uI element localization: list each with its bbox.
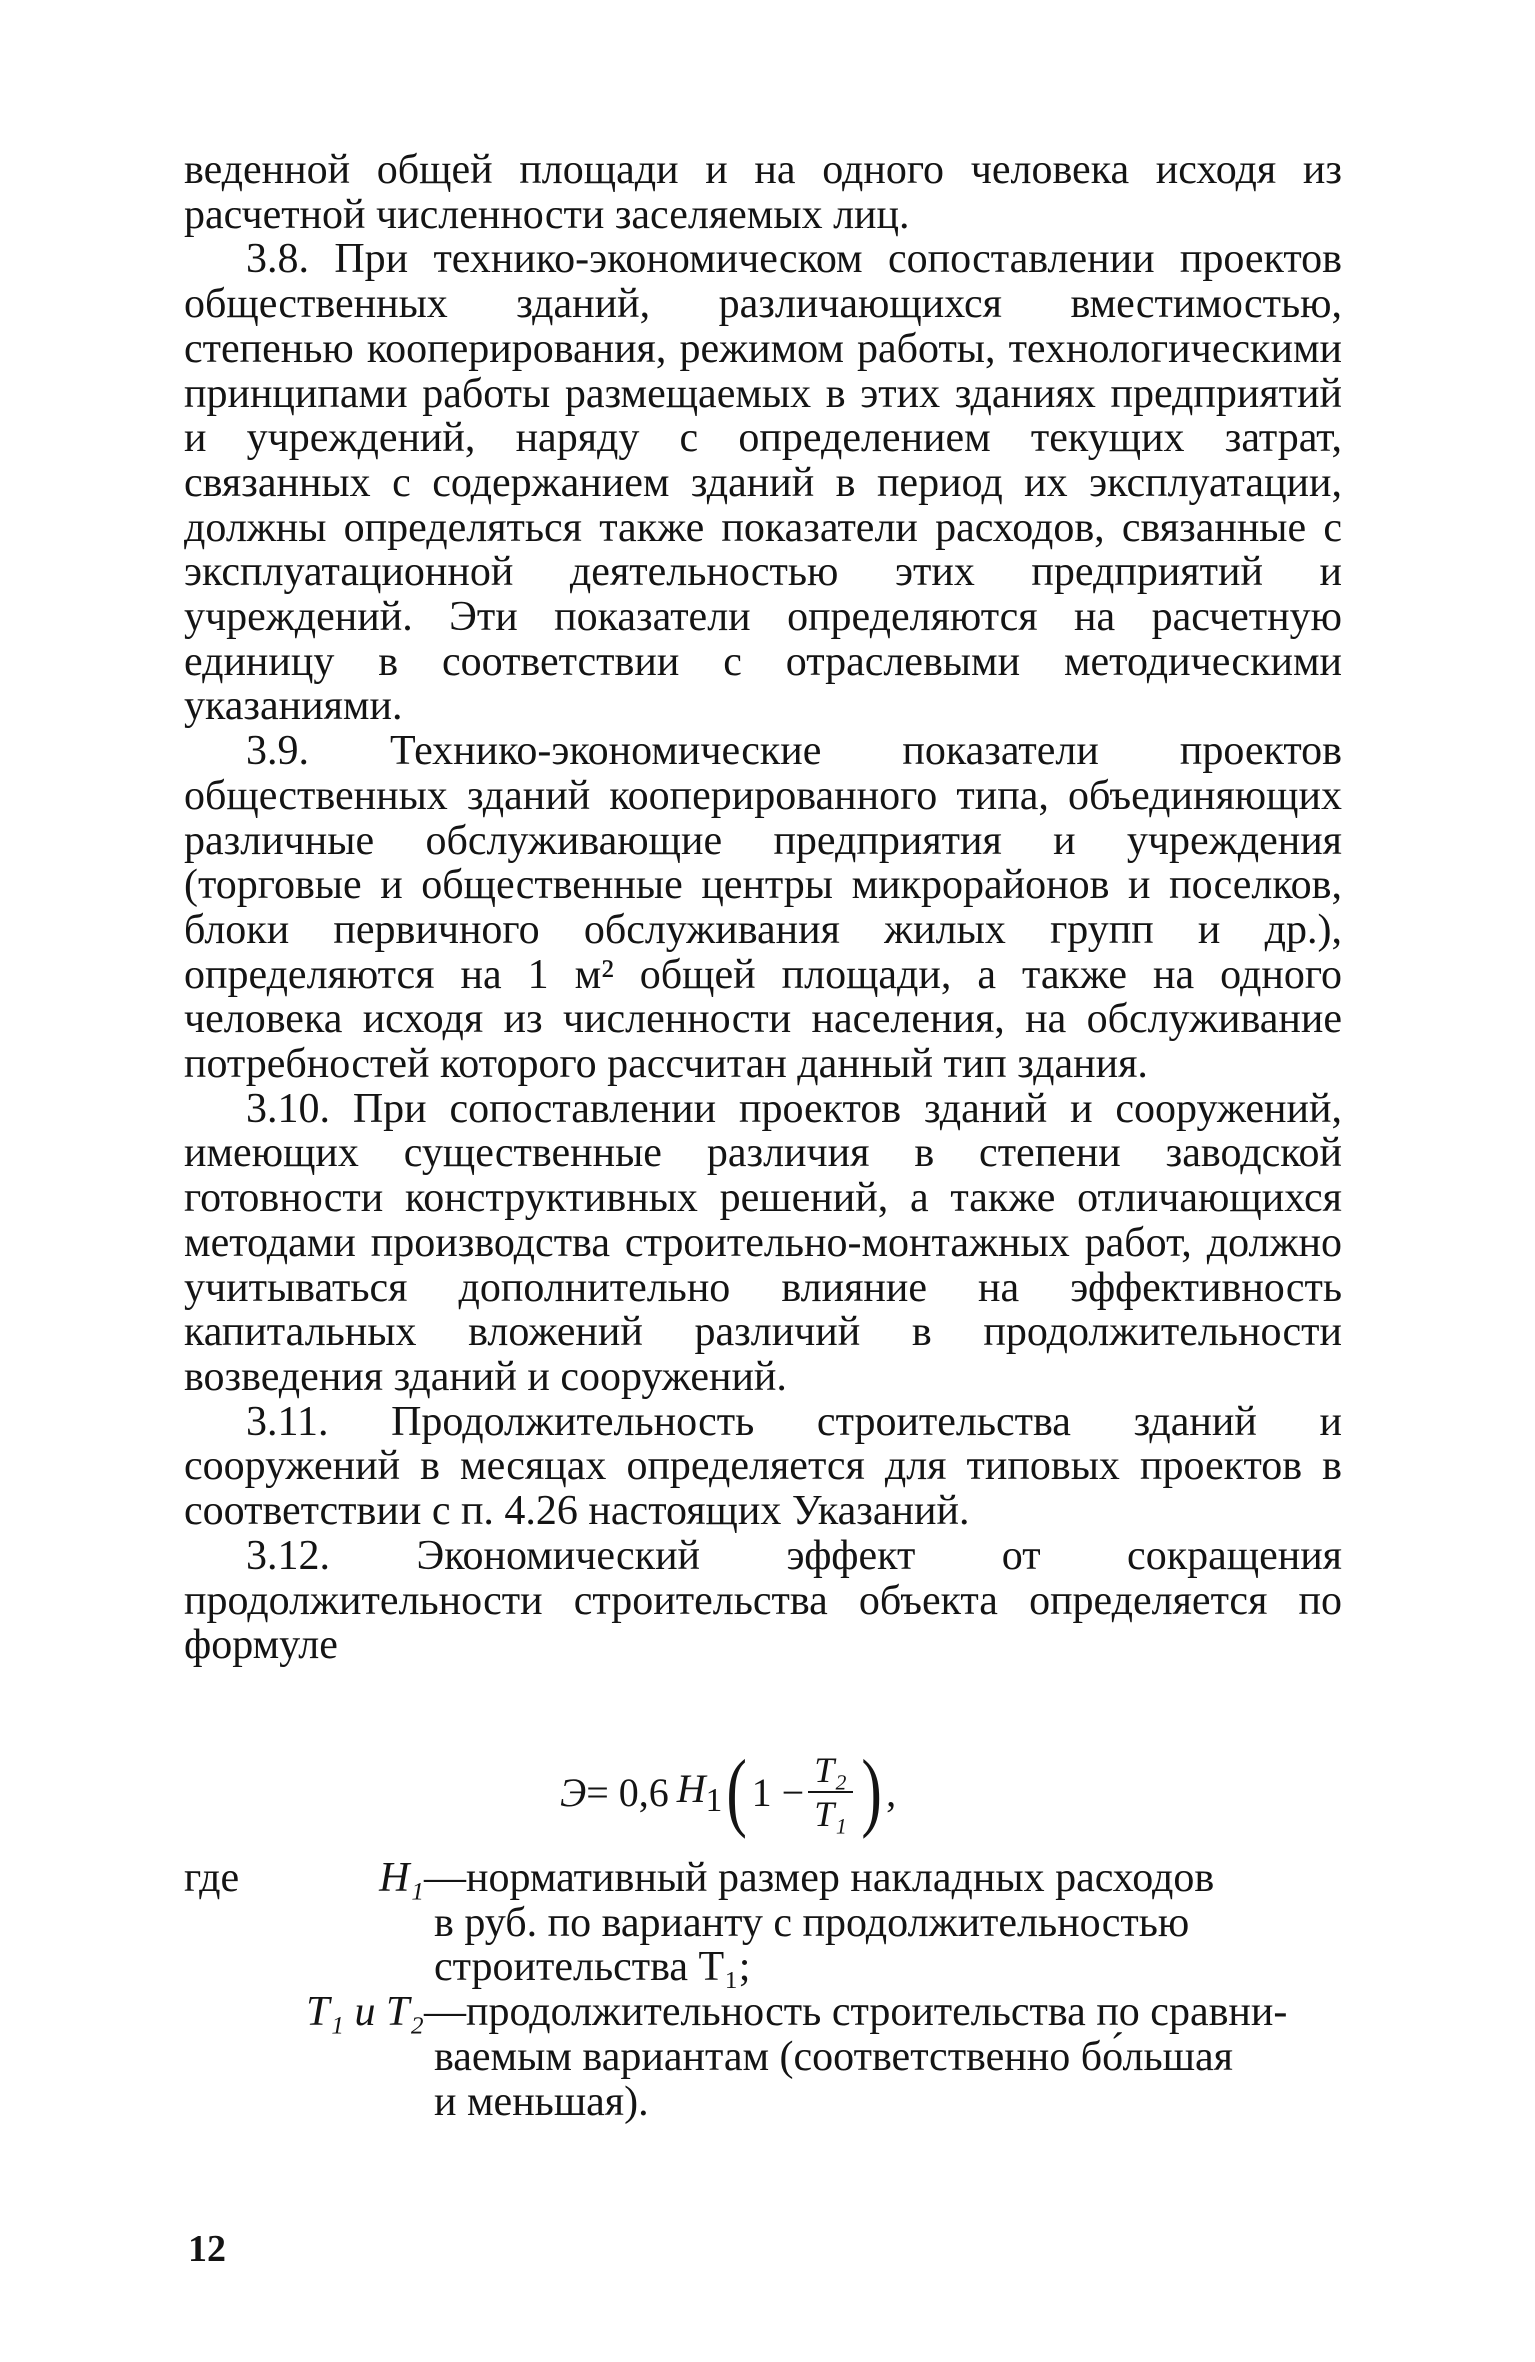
paragraph-text: Технико-экономические показатели проектов общественных зданий кооперированного типа, объединяющих различные обслуживающие предприятия и учреждения (торговые и общественные центры микрорайонов и поселков, блоки первичного обслуживания жилых групп и др.), определяются на 1 м² общей площади, а также на одного человека исходя из численности населения, на обслуживание потребностей которого рассчитан данный тип здания. [184, 728, 1342, 1088]
where-row-h1 [184, 1856, 1342, 1990]
where-dash: — [424, 1855, 466, 1901]
formula-tail: , [886, 1769, 897, 1815]
formula-h-symbol: H [676, 1765, 706, 1811]
paragraph-continuation [184, 148, 1342, 237]
open-paren: ( [726, 1743, 748, 1840]
section-number: 3.9. [246, 728, 309, 775]
definition-line: в руб. по варианту с продолжительностью [434, 1899, 1190, 1946]
paragraph-text: Продолжительность строительства зданий и сооружений в месяцах определяется для типовых проектов в соответствии с п. 4.26 настоящих Указаний. [184, 1398, 1342, 1535]
section-number: 3.8. [246, 236, 309, 283]
page-number: 12 [188, 2228, 226, 2270]
close-paren: ) [861, 1743, 882, 1840]
section-number: 3.10. [246, 1085, 330, 1132]
formula-coefficient: = 0,6 [586, 1769, 669, 1815]
definition-line: ваемым вариантам (соответственно бо́льшая [434, 2033, 1233, 2080]
paragraph-text: При сопоставлении проектов зданий и сооружений, имеющих существенные различия в степени заводской готовности конструктивных решений, а также отличающихся методами производства строительно-монтажных работ, должно учитываться дополнительно влияние на эффективность капитальных вложений различий в продолжительности возведения зданий и сооружений. [184, 1085, 1342, 1400]
where-row-t1-t2 [184, 1990, 1342, 2124]
section-number: 3.11. [246, 1398, 329, 1445]
fraction-denominator: T₁ [814, 1794, 847, 1834]
where-term [184, 1856, 424, 1990]
where-symbol: T₁ и T₂ [306, 1989, 424, 2036]
paragraph-3-8 [184, 237, 1342, 729]
paragraph-3-12 [184, 1534, 1342, 1668]
paragraph-text: веденной общей площади и на одного человека исходя из расчетной численности заселяемых лиц. [184, 147, 1342, 238]
where-lead [184, 1990, 294, 2124]
where-definition [424, 1856, 1342, 1990]
paragraph-3-10 [184, 1087, 1342, 1400]
where-symbol: H₁ [379, 1855, 424, 1901]
where-term [184, 1990, 424, 2124]
where-dash: — [424, 1989, 466, 2036]
where-clause [184, 1856, 1342, 2124]
formula-one-minus: 1 − [751, 1769, 805, 1815]
definition-line: строительства T₁; [434, 1944, 751, 1991]
fraction-numerator: T₂ [808, 1749, 853, 1793]
body-text [184, 148, 1342, 1668]
definition-line: нормативный размер накладных расходов [466, 1855, 1215, 1901]
section-number: 3.12. [246, 1532, 330, 1579]
where-lead: где [184, 1855, 240, 1901]
formula-h1 [677, 1765, 723, 1820]
formula-block [0, 1738, 1535, 1858]
paragraph-3-11 [184, 1400, 1342, 1534]
formula-h-subscript: 1 [705, 1781, 723, 1819]
paragraph-text: При технико-экономическом сопоставлении проектов общественных зданий, различающихся вместимостью, степенью кооперирования, режимом работы, технологическими принципами работы размещаемых в этих зданиях предприятий и учреждений, наряду с определением текущих затрат, связанных с содержанием зданий в период их эксплуатации, должны определяться также показатели расходов, связанные с эксплуатационной деятельностью этих предприятий и учреждений. Эти показатели определяются на расчетную единицу в соответствии с отраслевыми методическими указаниями. [184, 236, 1342, 730]
definition-line: и меньшая). [434, 2078, 649, 2125]
formula-fraction [808, 1749, 853, 1835]
formula-lhs: Э [560, 1769, 587, 1815]
paragraph-3-9 [184, 729, 1342, 1087]
where-definition [424, 1990, 1342, 2124]
economic-effect-formula [560, 1743, 897, 1840]
paragraph-text: Экономический эффект от сокращения продолжительности строительства объекта определяется по формуле [184, 1532, 1342, 1669]
definition-line: продолжительность строительства по сравни- [466, 1989, 1288, 2036]
